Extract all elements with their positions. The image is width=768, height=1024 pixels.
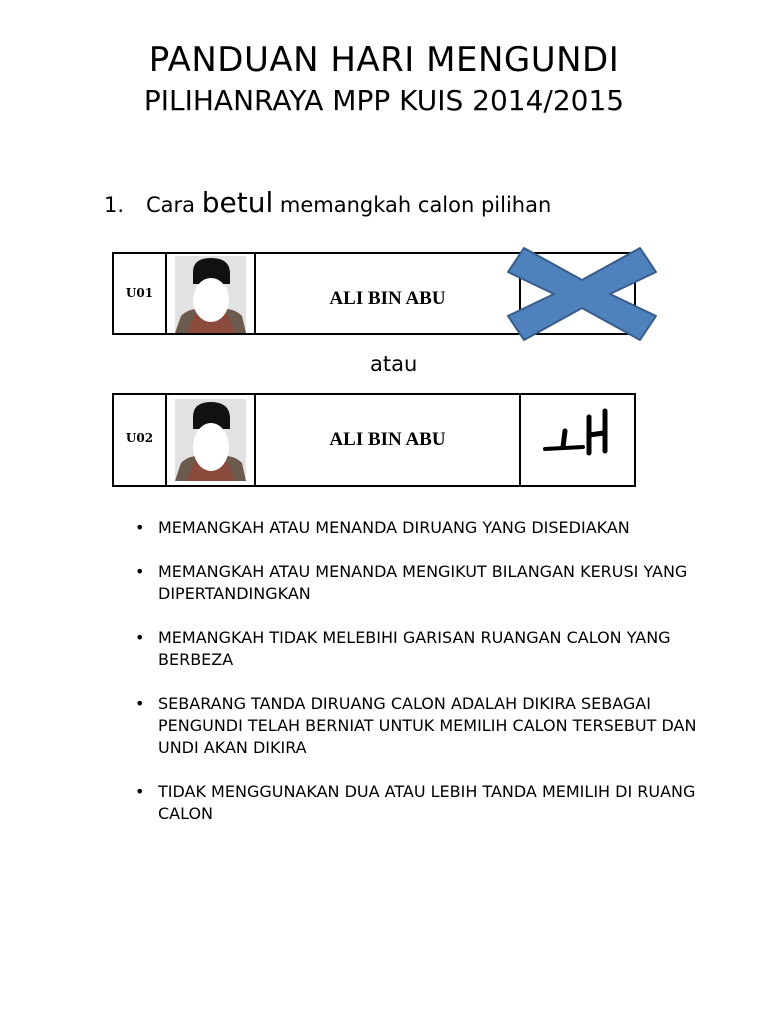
list-item: • MEMANGKAH ATAU MENANDA MENGIKUT BILANGAN KERUSI YANG DIPERTANDINGKAN bbox=[135, 562, 688, 603]
bullet-icon: • bbox=[135, 562, 145, 581]
rules-list bbox=[132, 517, 732, 847]
candidate-code: U02 bbox=[114, 395, 167, 485]
separator-text: atau bbox=[370, 352, 418, 376]
section-text-after: memangkah calon pilihan bbox=[273, 193, 552, 217]
page-title: PANDUAN HARI MENGUNDI bbox=[148, 40, 620, 80]
mark-box[interactable] bbox=[521, 395, 634, 485]
bullet-icon: • bbox=[135, 694, 145, 713]
candidate-name: ALI BIN ABU bbox=[256, 254, 521, 333]
handwritten-mark-icon bbox=[521, 395, 621, 485]
list-item: • TIDAK MENGGUNAKAN DUA ATAU LEBIH TANDA MEMILIH DI RUANG CALON bbox=[135, 782, 696, 823]
cross-mark-shape bbox=[508, 248, 656, 340]
section-text-before: Cara bbox=[146, 193, 202, 217]
page-subtitle: PILIHANRAYA MPP KUIS 2014/2015 bbox=[143, 84, 625, 117]
cross-mark-icon bbox=[504, 246, 660, 342]
ballot-row-u02 bbox=[112, 393, 636, 487]
candidate-code: U01 bbox=[114, 254, 167, 333]
list-item: • MEMANGKAH ATAU MENANDA DIRUANG YANG DISEDIAKAN bbox=[135, 518, 630, 537]
bullet-icon: • bbox=[135, 518, 145, 537]
section-emphasis: betul bbox=[201, 186, 274, 219]
candidate-photo bbox=[167, 395, 256, 485]
list-item: • SEBARANG TANDA DIRUANG CALON ADALAH DIKIRA SEBAGAI PENGUNDI TELAH BERNIAT UNTUK MEMILIH CALON TERSEBUT DAN UNDI AKAN DIKIRA bbox=[135, 694, 697, 757]
bullet-icon: • bbox=[135, 782, 145, 801]
section-number: 1. bbox=[104, 193, 125, 217]
bullet-icon: • bbox=[135, 628, 145, 647]
candidate-photo bbox=[167, 254, 256, 333]
candidate-name: ALI BIN ABU bbox=[256, 395, 521, 485]
list-item: • MEMANGKAH TIDAK MELEBIHI GARISAN RUANGAN CALON YANG BERBEZA bbox=[135, 628, 671, 669]
section-heading bbox=[104, 186, 551, 219]
